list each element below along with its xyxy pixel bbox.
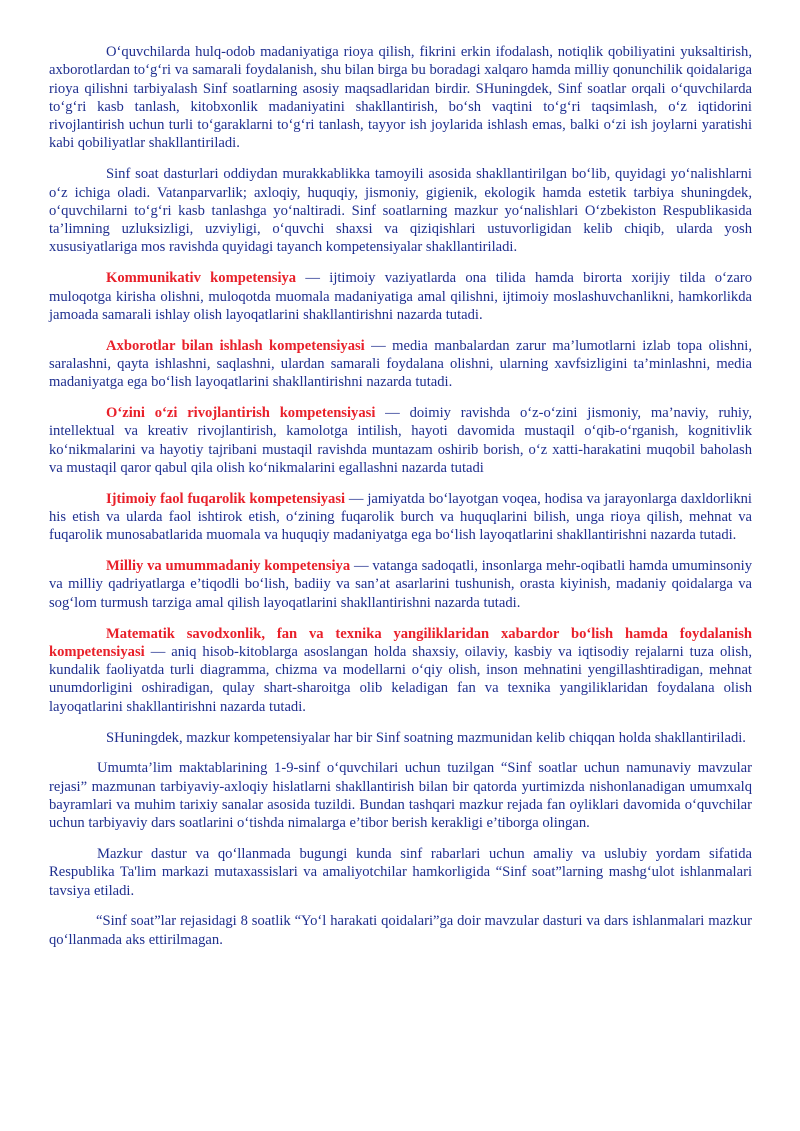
competence-heading: Ijtimoiy faol fuqarolik kompetensiyasi xyxy=(106,490,346,507)
competence-heading: Axborotlar bilan ishlash kompetensiyasi xyxy=(106,337,365,354)
paragraph-communicative-competence xyxy=(49,269,752,324)
paragraph-self-development-competence xyxy=(49,404,752,477)
paragraph-topic-plan xyxy=(49,759,752,832)
paragraph-traffic-rules-note xyxy=(49,912,752,949)
competence-heading: Matematik savodxonlik, fan va texnika yangiliklaridan xabardor bo‘lish hamda foydalanish kompetensiyasi xyxy=(49,625,752,660)
competence-heading: Kommunikativ kompetensiya xyxy=(106,270,297,287)
paragraph-text: — vatanga sadoqatli, insonlarga mehr-oqibatli hamda umuminsoniy va milliy qadriyatlarga e’tiqodli bo‘lish, badiiy va san’at asarlarini tushunish, orasta kiyinish, madaniy qoidalarga va sog‘lom turmush tarziga amal qilish layoqatlarini shakllantirishni nazarda tutadi. xyxy=(49,558,753,611)
paragraph-text: — jamiyatda bo‘layotgan voqea, hodisa va jarayonlarga daxldorlikni his etish va ularda faol ishtirok etish, o‘zining fuqarolik burch va huquqlarini bilish, unga rioya qilish, mehnat va fuqarolik munosabatlarida muomala va huquqiy madaniyatga ega bo‘lish layoqatlarini shakllantirishni nazarda tutadi. xyxy=(49,490,752,544)
competence-heading: Milliy va umummadaniy kompetensiya xyxy=(106,558,351,575)
paragraph-information-competence xyxy=(49,337,752,392)
paragraph-math-literacy-competence xyxy=(49,625,752,716)
paragraph-text: — aniq hisob-kitoblarga asoslangan holda shaxsiy, oilaviy, kasbiy va iqtisodiy rejalarni tuza olish, kundalik faoliyatda turli diagramma, chizma va modellarni o‘qiy olish, inson mehnatini yengillashtiradigan, mehnat unumdorligini oshiradigan, qulay shart-sharoitga olib keladigan fan va texnika yangiliklaridan foydalana olish layoqatlarini shakllantirishni nazarda tutadi. xyxy=(49,643,752,715)
paragraph-competence-summary xyxy=(49,729,752,747)
paragraph-text: — ijtimoiy vaziyatlarda ona tilida hamda birorta xorijiy tilda o‘zaro muloqotga kirisha olishni, muloqotda muomala madaniyatiga amal qilishni, ijtimoiy moslashuvchanlikni, hamkorlikda jamoada samarali ishlay olish layoqatlarini shakllantirishni nazarda tutadi. xyxy=(49,270,752,323)
paragraph-goals xyxy=(49,43,752,153)
paragraph-text: — doimiy ravishda o‘z-o‘zini jismoniy, ma’naviy, ruhiy, intellektual va kreativ rivojlantirish, kamolotga intilish, hayoti davomida mustaqil o‘qib-o‘rganish, kognitivlik ko‘nikmalarini va hayotiy tajribani mustaqil ravishda muntazam oshirib borish, o‘z xatti-harakatini muqobil baholash va mustaqil qaror qabul qila olish ko‘nikmalarini egallashni nazarda tutadi xyxy=(49,405,752,476)
paragraph-text: “Sinf soat”lar rejasidagi 8 soatlik “Yo‘l harakati qoidalari”ga doir mavzular dasturi va dars ishlanmalari mazkur qo‘llanmada aks ettirilmagan. xyxy=(49,913,752,948)
paragraph-civic-competence xyxy=(49,490,752,545)
paragraph-text: Sinf soat dasturlari oddiydan murakkablikka tamoyili asosida shakllantirilgan bo‘lib, quyidagi yo‘nalishlarni o‘z ichiga oladi. Vatanparvarlik; axloqiy, huquqiy, jismoniy, gigienik, ekologik hamda estetik tarbiya shuningdek, o‘quvchilarni to‘g‘ri kasb tanlashga yo‘naltiradi. Sinf soatlarning mazkur yo‘nalishlari O‘zbekiston Respublikasida ta’limning uzluksizligi, uzviyligi, o‘quvchi shaxsi va qiziqishlari ustuvorligidan kelib chiqib, ularda yosh xususiyatlariga mos ravishda quyidagi tayanch kompetensiyalar shakllantiriladi. xyxy=(49,166,752,256)
competence-heading: O‘zini o‘zi rivojlantirish kompetensiyasi xyxy=(106,405,376,422)
document-page xyxy=(49,43,752,961)
paragraph-program-directions xyxy=(49,165,752,256)
paragraph-cultural-competence xyxy=(49,557,752,612)
paragraph-text: SHuningdek, mazkur kompetensiyalar har bir Sinf soatning mazmunidan kelib chiqqan holda shakllantiriladi. xyxy=(106,729,746,746)
paragraph-text: O‘quvchilarda hulq-odob madaniyatiga rioya qilish, fikrini erkin ifodalash, notiqlik qobiliyatini yuksaltirish, axborotlardan to‘g‘ri va samarali foydalanish, shu bilan birga bu boradagi xalqaro hamda milliy qonunchilik qoidalariga rioya qilishni tarbiyalash Sinf soatlarning asosiy maqsadlaridan birdir. SHuningdek, Sinf soatlar orqali o‘quvchilarda to‘g‘ri kasb tanlash, kitobxonlik madaniyatini shakllantirish, bo‘sh vaqtini to‘g‘ri taqsimlash, o‘z iqtidorini rivojlantirish uchun turli to‘garaklarni to‘g‘ri tanlash, tayyor ish joylarida ishlash emas, balki o‘zi ish joylarni yaratishi kabi qobiliyatlar shakllantiriladi. xyxy=(49,44,752,152)
paragraph-manual-recommendation xyxy=(49,845,752,900)
paragraph-text: Mazkur dastur va qo‘llanmada bugungi kunda sinf rabarlari uchun amaliy va uslubiy yordam sifatida Respublika Ta'lim markazi mutaxassislari va amaliyotchilar hamkorligida “Sinf soat”larning mashg‘ulot ishlanmalari tavsiya etiladi. xyxy=(49,845,752,899)
paragraph-text: — media manbalardan zarur ma’lumotlarni izlab topa olishni, saralashni, qayta ishlashni, saqlashni, ulardan samarali foydalana olishni, ularning xavfsizligini ta’minlashni, media madaniyatga ega bo‘lish layoqatlarini shakllantirishni nazarda tutadi. xyxy=(49,337,752,391)
paragraph-text: Umumta’lim maktablarining 1-9-sinf o‘quvchilari uchun tuzilgan “Sinf soatlar uchun namunaviy mavzular rejasi” mazmunan tarbiyaviy-axloqiy hislatlarni shakllantirish bilan bir qatorda yurtimizda nishonlanadigan umumxalq bayramlari va muhim tarixiy sanalar asosida tuzildi. Bundan tashqari mazkur rejada fan oyliklari davomida o‘quvchilar uchun tarbiyaviy dars soatlarini o‘tishda nimalarga e’tibor berish kerakligi e’tiborga olingan. xyxy=(49,760,752,832)
